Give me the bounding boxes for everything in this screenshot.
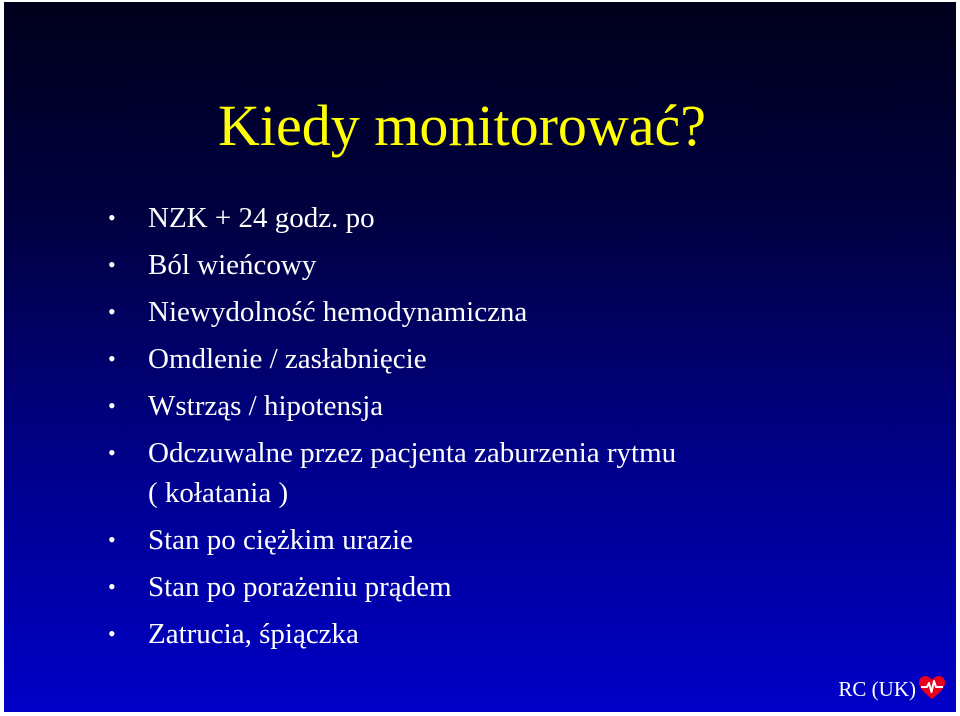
bullet-icon: • — [108, 440, 116, 465]
list-item — [108, 520, 788, 560]
list-item — [108, 245, 788, 285]
list-item — [108, 614, 788, 654]
bullet-text: Wstrząs / hipotensja — [148, 390, 384, 422]
bullet-icon: • — [108, 252, 116, 277]
slide-title: Kiedy monitorować? — [218, 93, 707, 158]
bullet-icon: • — [108, 527, 116, 552]
bullet-text: Stan po porażeniu prądem — [148, 571, 452, 603]
heart-ecg-icon — [918, 674, 946, 702]
bullet-icon: • — [108, 574, 116, 599]
bullet-text: Zatrucia, śpiączka — [148, 618, 359, 650]
list-item — [108, 198, 788, 238]
bullet-text: Niewydolność hemodynamiczna — [148, 296, 528, 328]
bullet-icon: • — [108, 205, 116, 230]
list-item — [108, 386, 788, 426]
bullet-text: Omdlenie / zasłabnięcie — [148, 343, 427, 375]
bullet-text: Stan po ciężkim urazie — [148, 524, 413, 556]
list-item — [108, 339, 788, 379]
bullet-text: NZK + 24 godz. po — [148, 202, 375, 234]
bullet-list — [108, 198, 788, 661]
bullet-icon: • — [108, 299, 116, 324]
bullet-text: Ból wieńcowy — [148, 249, 317, 281]
list-item — [108, 567, 788, 607]
list-item — [108, 292, 788, 332]
bullet-text: Odczuwalne przez pacjenta zaburzenia rytmu ( kołatania ) — [148, 437, 677, 509]
bullet-icon: • — [108, 621, 116, 646]
bullet-icon: • — [108, 393, 116, 418]
slide — [4, 2, 956, 712]
footer-org-label: RC (UK) — [838, 677, 916, 701]
bullet-icon: • — [108, 346, 116, 371]
list-item — [108, 433, 788, 513]
